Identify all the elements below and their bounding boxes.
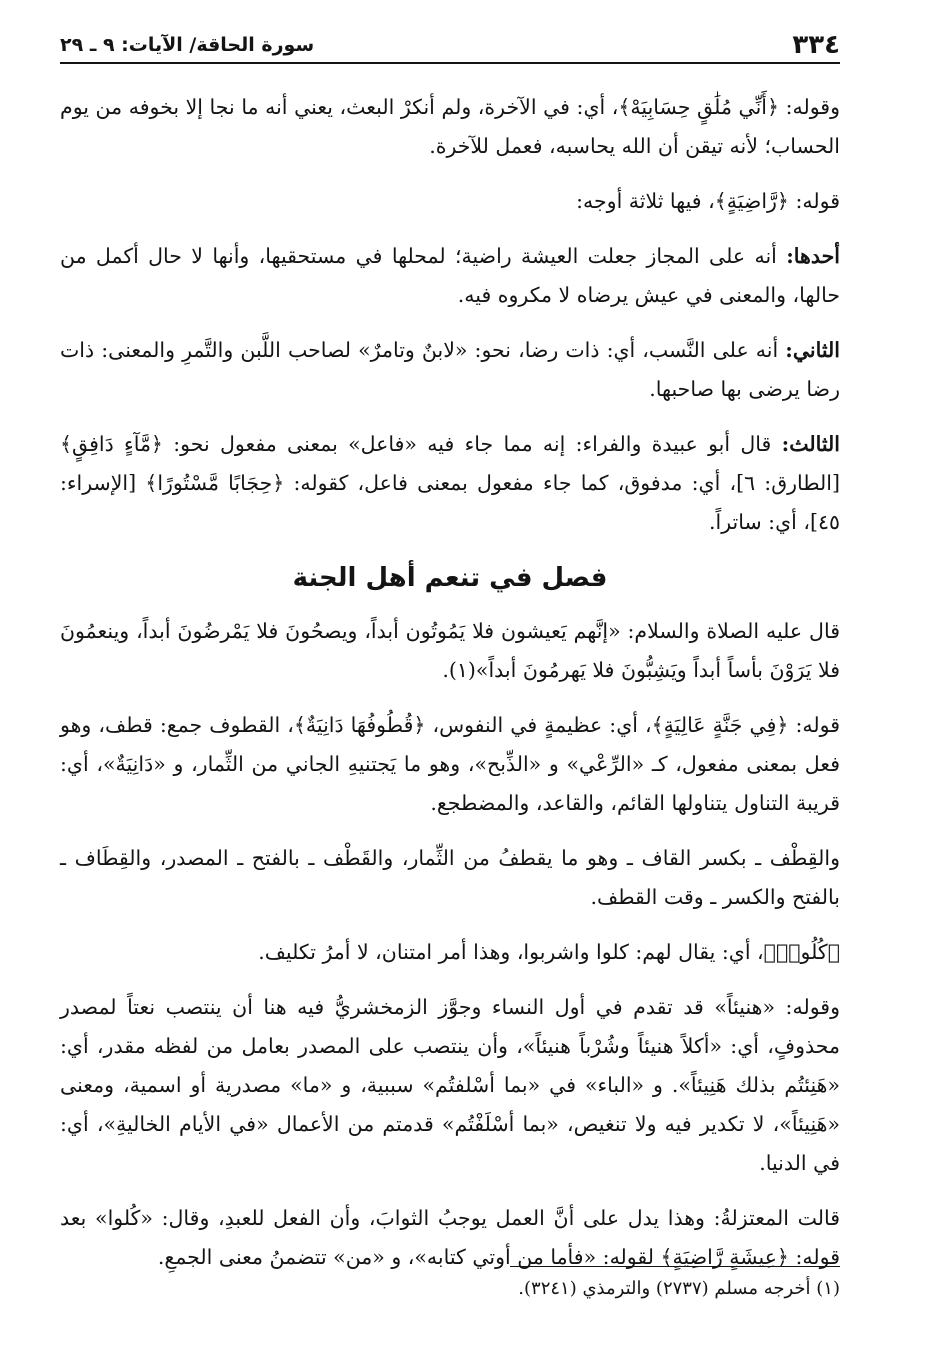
paragraph: قوله: ﴿رَّاضِيَةٍ﴾، فيها ثلاثة أوجه: — [576, 189, 840, 213]
point-label: أحدها: — [786, 244, 840, 268]
main-text — [60, 88, 840, 1277]
paragraph: أحدها: أنه على المجاز جعلت العيشة راضية؛ لمحلها في مستحقيها، وأنها لا حال أكمل من حالها، والمعنى في عيش يرضاه لا مكروه فيه. — [60, 244, 840, 307]
paragraph: والقِطْف ـ بكسر القاف ـ وهو ما يقطفُ من الثِّمار، والقَطْف ـ بالفتح ـ المصدر، والقِطَاف ـ بالفتح والكسر ـ وقت القطف. — [60, 846, 840, 909]
point-label: الثالث: — [781, 432, 840, 456]
paragraph: وقوله: ﴿أَنِّي مُلَٰقٍ حِسَابِيَهْ﴾، أي: في الآخرة، ولم أنكرْ البعث، يعني أنه ما نجا إلا بخوفه من يوم الحساب؛ لأنه تيقن أن الله يحاسبه، فعمل للآخرة. — [60, 95, 840, 158]
paragraph: وقوله: «هنيئاً» قد تقدم في أول النساء وجوَّز الزمخشريُّ فيه هنا أن ينتصب نعتاً لمصدر محذوفٍ، أي: «أكلاً هنيئاً وشُرْباً هنيئاً»، وأن ينتصب على المصدر بعامل من لفظه مقدر، أي: «هَنِئتُم بذلك هَنِيئاً». و «الباء» في «بما أسْلفتُم» سببية، و «ما» مصدرية أو اسمية، ومعنى «هَنِيئاً»، لا تكدير فيه ولا تنغيص، «بما أسْلَفْتُم» قدمتم من الأعمال «في الأيام الخاليةِ»، أي: في الدنيا. — [60, 995, 840, 1175]
paragraph: ﴿كُلُوا۟﴾، أي: يقال لهم: كلوا واشربوا، وهذا أمر امتنان، لا أمرُ تكليف. — [258, 940, 840, 964]
footnote-divider — [510, 1266, 840, 1267]
paragraph: قوله: ﴿فِي جَنَّةٍ عَالِيَةٍ﴾، أي: عظيمةٍ في النفوس، ﴿قُطُوفُهَا دَانِيَةٌ﴾، القطوف جمع: قطف، وهو فعل بمعنى مفعول، كـ «الرِّعْي» و «الذِّبح»، وهو ما يَجتنيهِ الجاني من الثِّمار، و «دَانِيَةٌ»، أي: قريبة التناول يتناولها القائم، والقاعد، والمضطجع. — [60, 713, 840, 815]
footnote: (١) أخرجه مسلم (٢٧٣٧) والترمذي (٣٢٤١). — [518, 1278, 840, 1299]
paragraph: قال عليه الصلاة والسلام: «إنَّهم يَعيشون فلا يَمُوتُون أبداً، ويصحُونَ فلا يَمْرضُونَ أبداً، وينعمُونَ فلا يَرَوْنَ بأساً أبداً ويَشِبُّونَ فلا يَهرمُونَ أبداً»(١). — [60, 619, 840, 682]
page-header — [60, 28, 840, 64]
book-page — [60, 28, 840, 1338]
paragraph: الثالث: قال أبو عبيدة والفراء: إنه مما جاء فيه «فاعل» بمعنى مفعول نحو: ﴿مَّآءٍ دَافِقٍ﴾ [الطارق: ٦]، أي: مدفوق، كما جاء مفعول بمعنى فاعل، كقوله: ﴿حِجَابًا مَّسْتُورًا﴾ [الإسراء: ٤٥]، أي: ساتراً. — [60, 432, 841, 534]
section-heading: فصل في تنعم أهل الجنة — [292, 563, 608, 593]
paragraph: الثاني: أنه على النَّسب، أي: ذات رضا، نحو: «لابنٌ وتامرٌ» لصاحب اللَّبن والتَّمرِ والمعنى: ذات رضا يرضى بها صاحبها. — [60, 338, 840, 401]
page-number: ٣٣٤ — [792, 30, 840, 60]
running-title: سورة الحاقة/ الآيات: ٩ ـ ٢٩ — [60, 34, 315, 56]
paragraph: قالت المعتزلةُ: وهذا يدل على أنَّ العمل يوجبُ الثوابَ، وأن الفعل للعبدِ، وقال: «كُلوا» بعد قوله: ﴿عِيشَةٍ رَّاضِيَةٍ﴾ لقوله: «فأما من أوتي كتابه»، و «من» تتضمنُ معنى الجمعِ. — [60, 1206, 840, 1269]
point-label: الثاني: — [785, 338, 840, 362]
